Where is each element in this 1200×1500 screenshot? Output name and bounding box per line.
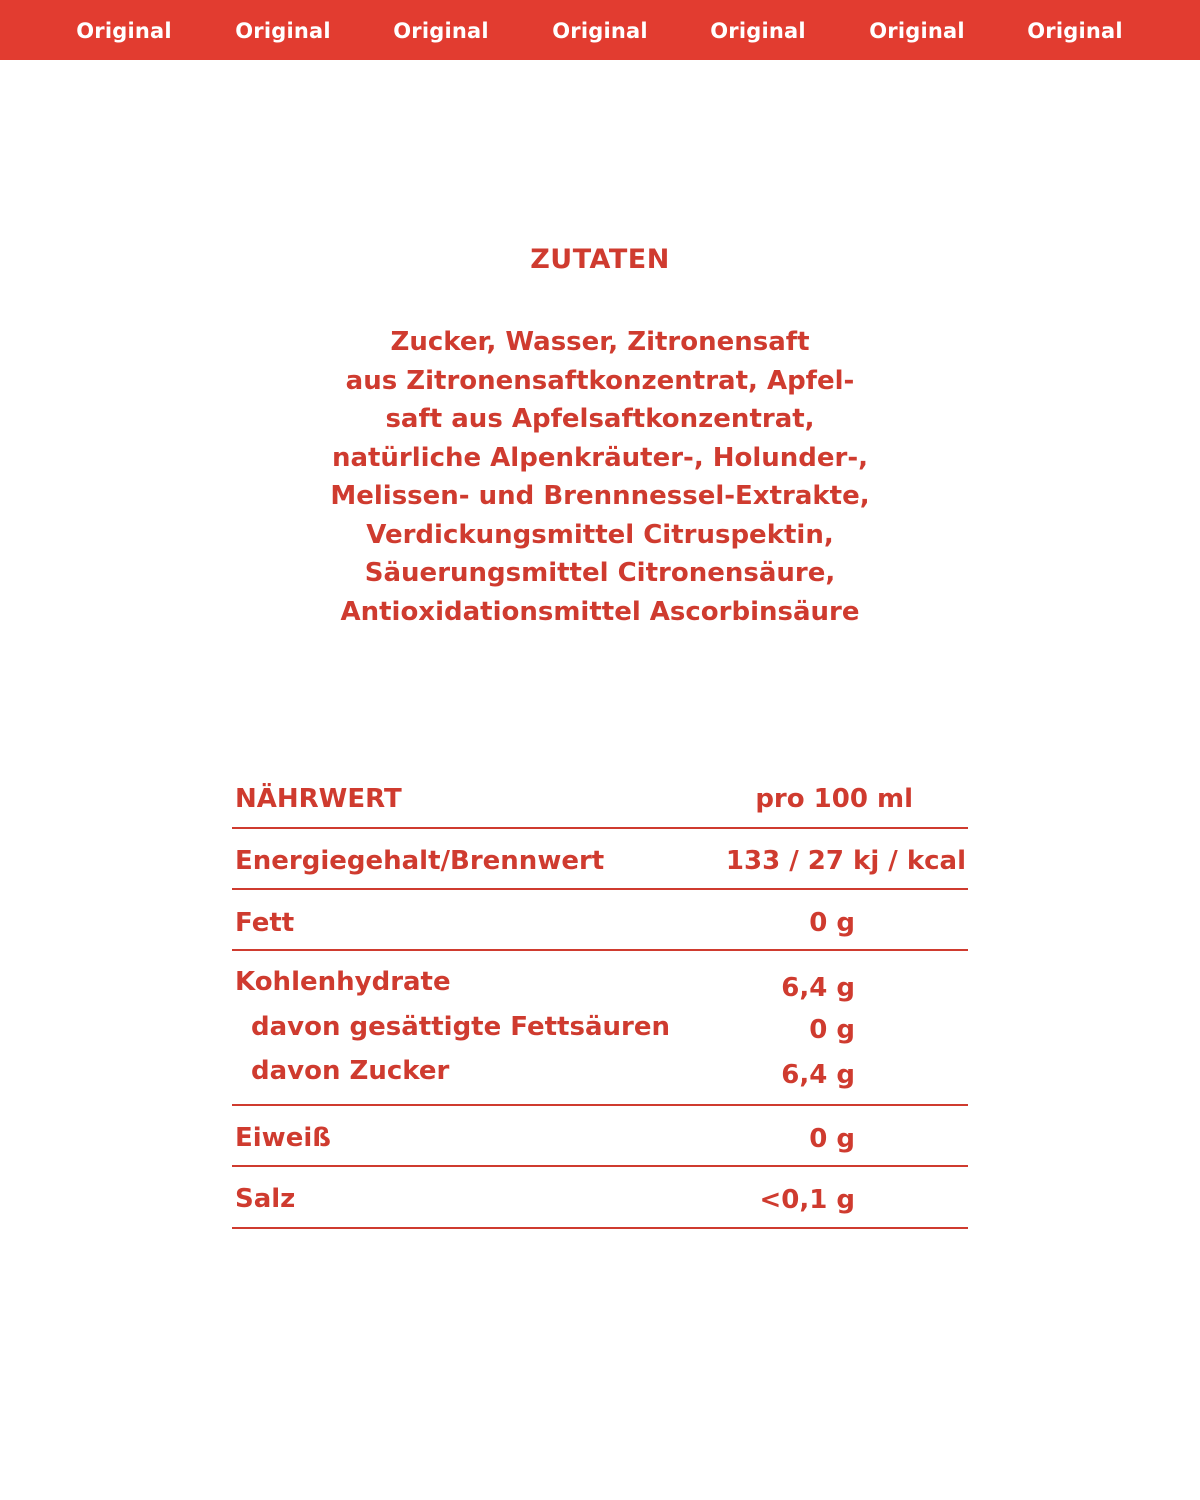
ingredients-line: natürliche Alpenkräuter-, Holunder-, (331, 442, 869, 473)
ingredients-line: Melissen- und Brennnessel-Extrakte, (330, 481, 870, 511)
ingredients-line: saft aus Apfelsaftkonzentrat, (385, 404, 815, 434)
ingredients-line: Zucker, Wasser, Zitronensaft (390, 327, 810, 357)
ingredients-heading: ZUTATEN (530, 244, 670, 275)
ingredients-line: Säuerungsmittel Citronensäure, (364, 558, 836, 588)
nutrition-header-label: NÄHRWERT (235, 784, 402, 814)
nutrition-row-value: 0 g (809, 1124, 855, 1154)
row-divider (232, 949, 968, 951)
nutrition-table (232, 0, 968, 1500)
banner-word: Original (235, 19, 331, 43)
ingredients-line: aus Zitronensaftkonzentrat, Apfel- (345, 365, 855, 396)
row-divider (232, 827, 968, 829)
nutrition-row-label: Eiweiß (235, 1123, 331, 1153)
nutrition-subrow-value: 0 g (809, 1015, 855, 1045)
nutrition-subrow-label: davon Zucker (251, 1056, 450, 1086)
banner-word: Original (1027, 19, 1123, 43)
ingredients-line: Verdickungsmittel Citruspektin, (366, 519, 834, 550)
nutrition-subrow-label: davon gesättigte Fettsäuren (251, 1012, 670, 1042)
nutrition-row-label: Energiegehalt/Brennwert (235, 846, 605, 876)
row-divider (232, 1227, 968, 1229)
banner-word: Original (552, 19, 648, 43)
banner-word: Original (710, 19, 806, 43)
nutrition-subrow-value: 6,4 g (781, 1060, 855, 1090)
nutrition-row-label: Fett (235, 908, 295, 938)
nutrition-header-value: pro 100 ml (755, 784, 913, 814)
nutrition-row-value: 0 g (809, 908, 855, 938)
banner-word: Original (76, 19, 172, 43)
nutrition-row-value: 133 / 27 kj / kcal (725, 846, 966, 876)
row-divider (232, 888, 968, 890)
nutrition-row-label: Salz (235, 1184, 296, 1214)
banner-word: Original (393, 19, 489, 43)
nutrition-row-value: 6,4 g (781, 973, 855, 1003)
banner-word: Original (869, 19, 965, 43)
row-divider (232, 1104, 968, 1106)
ingredients-line: Antioxidationsmittel Ascorbinsäure (340, 596, 860, 627)
nutrition-row-label: Kohlenhydrate (235, 967, 451, 997)
nutrition-row-value: <0,1 g (759, 1185, 855, 1215)
row-divider (232, 1165, 968, 1167)
